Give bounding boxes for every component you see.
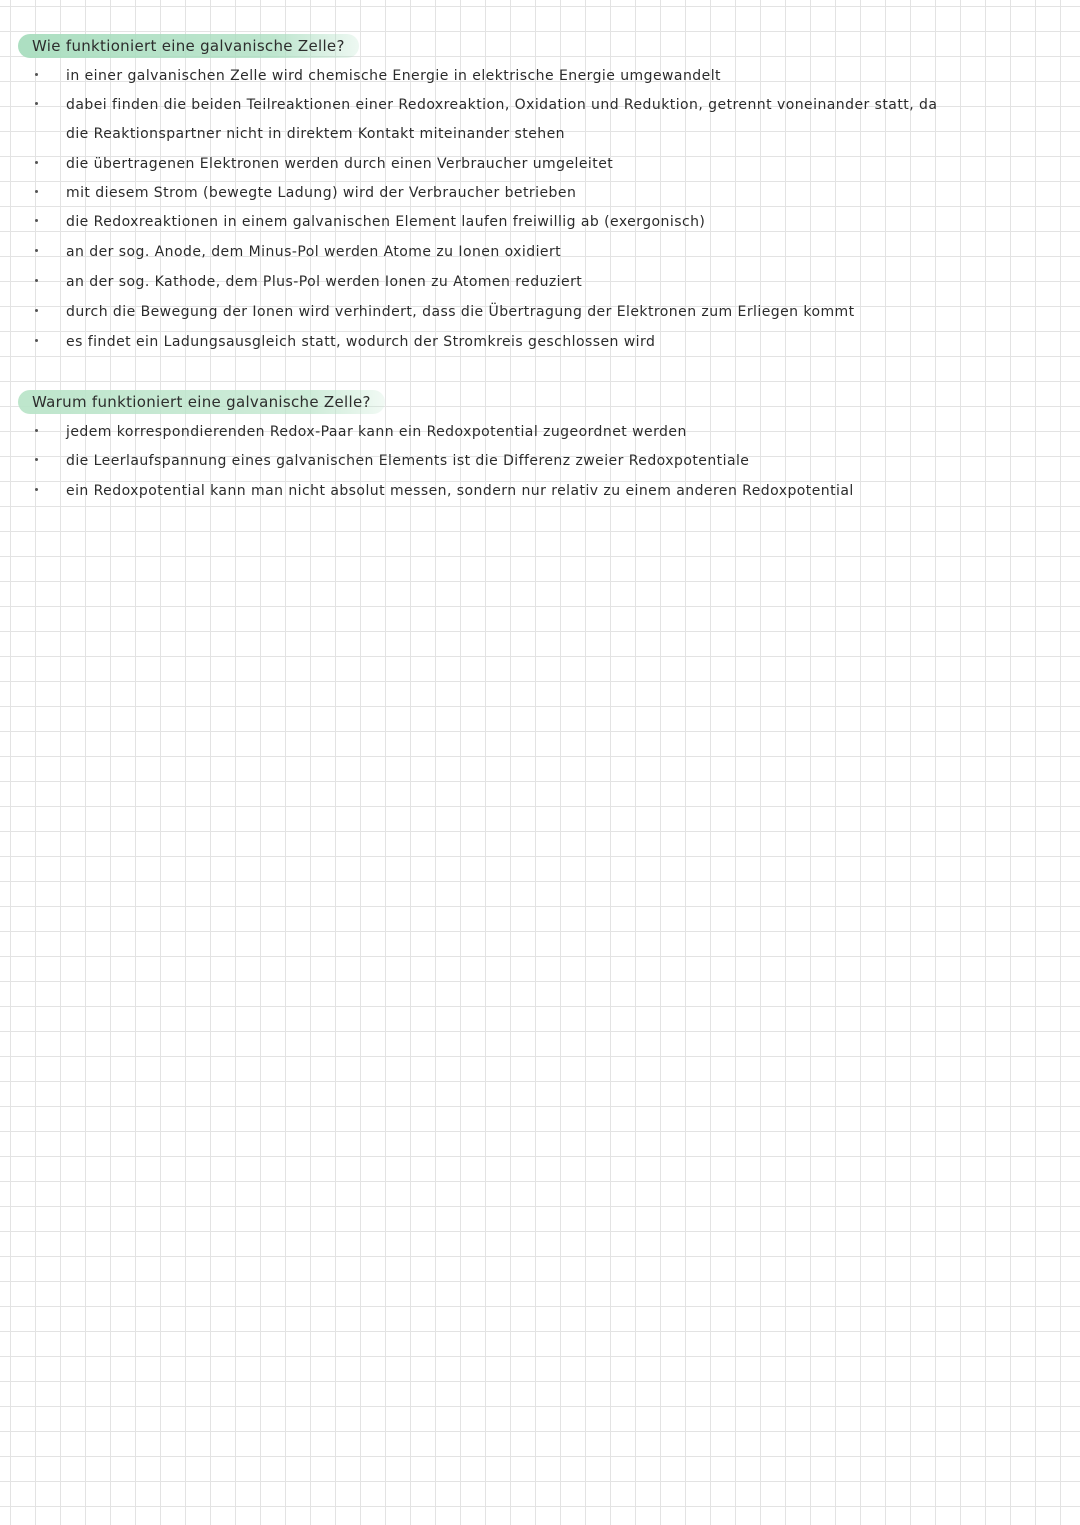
bullet-dot [35,339,38,342]
list-item [0,300,1080,324]
list-item [0,270,1080,294]
bullet-dot [35,219,38,222]
list-item [0,330,1080,354]
list-item [0,240,1080,264]
list-item [0,210,1080,234]
list-item-text: an der sog. Kathode, dem Plus-Pol werden Ionen zu Atomen reduziert [66,274,583,290]
list-item-text: die Reaktionspartner nicht in direktem Kontakt miteinander stehen [66,126,565,142]
bullet-dot [35,190,38,193]
list-item-text: durch die Bewegung der Ionen wird verhindert, dass die Übertragung der Elektronen zum Erliegen kommt [66,304,855,320]
bullet-dot [35,73,38,76]
list-item-continuation [0,122,1080,146]
bullet-dot [35,429,38,432]
list-item [0,181,1080,205]
list-item [0,420,1080,444]
list-item [0,479,1080,503]
list-item-text: jedem korrespondierenden Redox-Paar kann ein Redoxpotential zugeordnet werden [66,424,687,440]
list-item [0,449,1080,473]
bullet-dot [35,488,38,491]
list-item-text: ein Redoxpotential kann man nicht absolut messen, sondern nur relativ zu einem anderen Redoxpotential [66,483,854,499]
bullet-dot [35,102,38,105]
bullet-dot [35,279,38,282]
list-item-text: an der sog. Anode, dem Minus-Pol werden Atome zu Ionen oxidiert [66,244,562,260]
list-item-text: es findet ein Ladungsausgleich statt, wodurch der Stromkreis geschlossen wird [66,334,656,350]
section-heading: Wie funktioniert eine galvanische Zelle? [18,34,359,58]
list-item-text: die Leerlaufspannung eines galvanischen Elements ist die Differenz zweier Redoxpotentiale [66,453,750,469]
bullet-dot [35,309,38,312]
list-item [0,64,1080,88]
list-item-text: die Redoxreaktionen in einem galvanischen Element laufen freiwillig ab (exergonisch) [66,214,706,230]
list-item-text: dabei finden die beiden Teilreaktionen einer Redoxreaktion, Oxidation und Reduktion, getrennt voneinander statt, da [66,97,938,113]
list-item-text: mit diesem Strom (bewegte Ladung) wird der Verbraucher betrieben [66,185,577,201]
bullet-dot [35,161,38,164]
list-item [0,93,1080,117]
section-heading: Warum funktioniert eine galvanische Zelle? [18,390,385,414]
list-item-text: die übertragenen Elektronen werden durch einen Verbraucher umgeleitet [66,156,614,172]
list-item-text: in einer galvanischen Zelle wird chemische Energie in elektrische Energie umgewandelt [66,68,721,84]
bullet-dot [35,249,38,252]
bullet-dot [35,458,38,461]
list-item [0,152,1080,176]
